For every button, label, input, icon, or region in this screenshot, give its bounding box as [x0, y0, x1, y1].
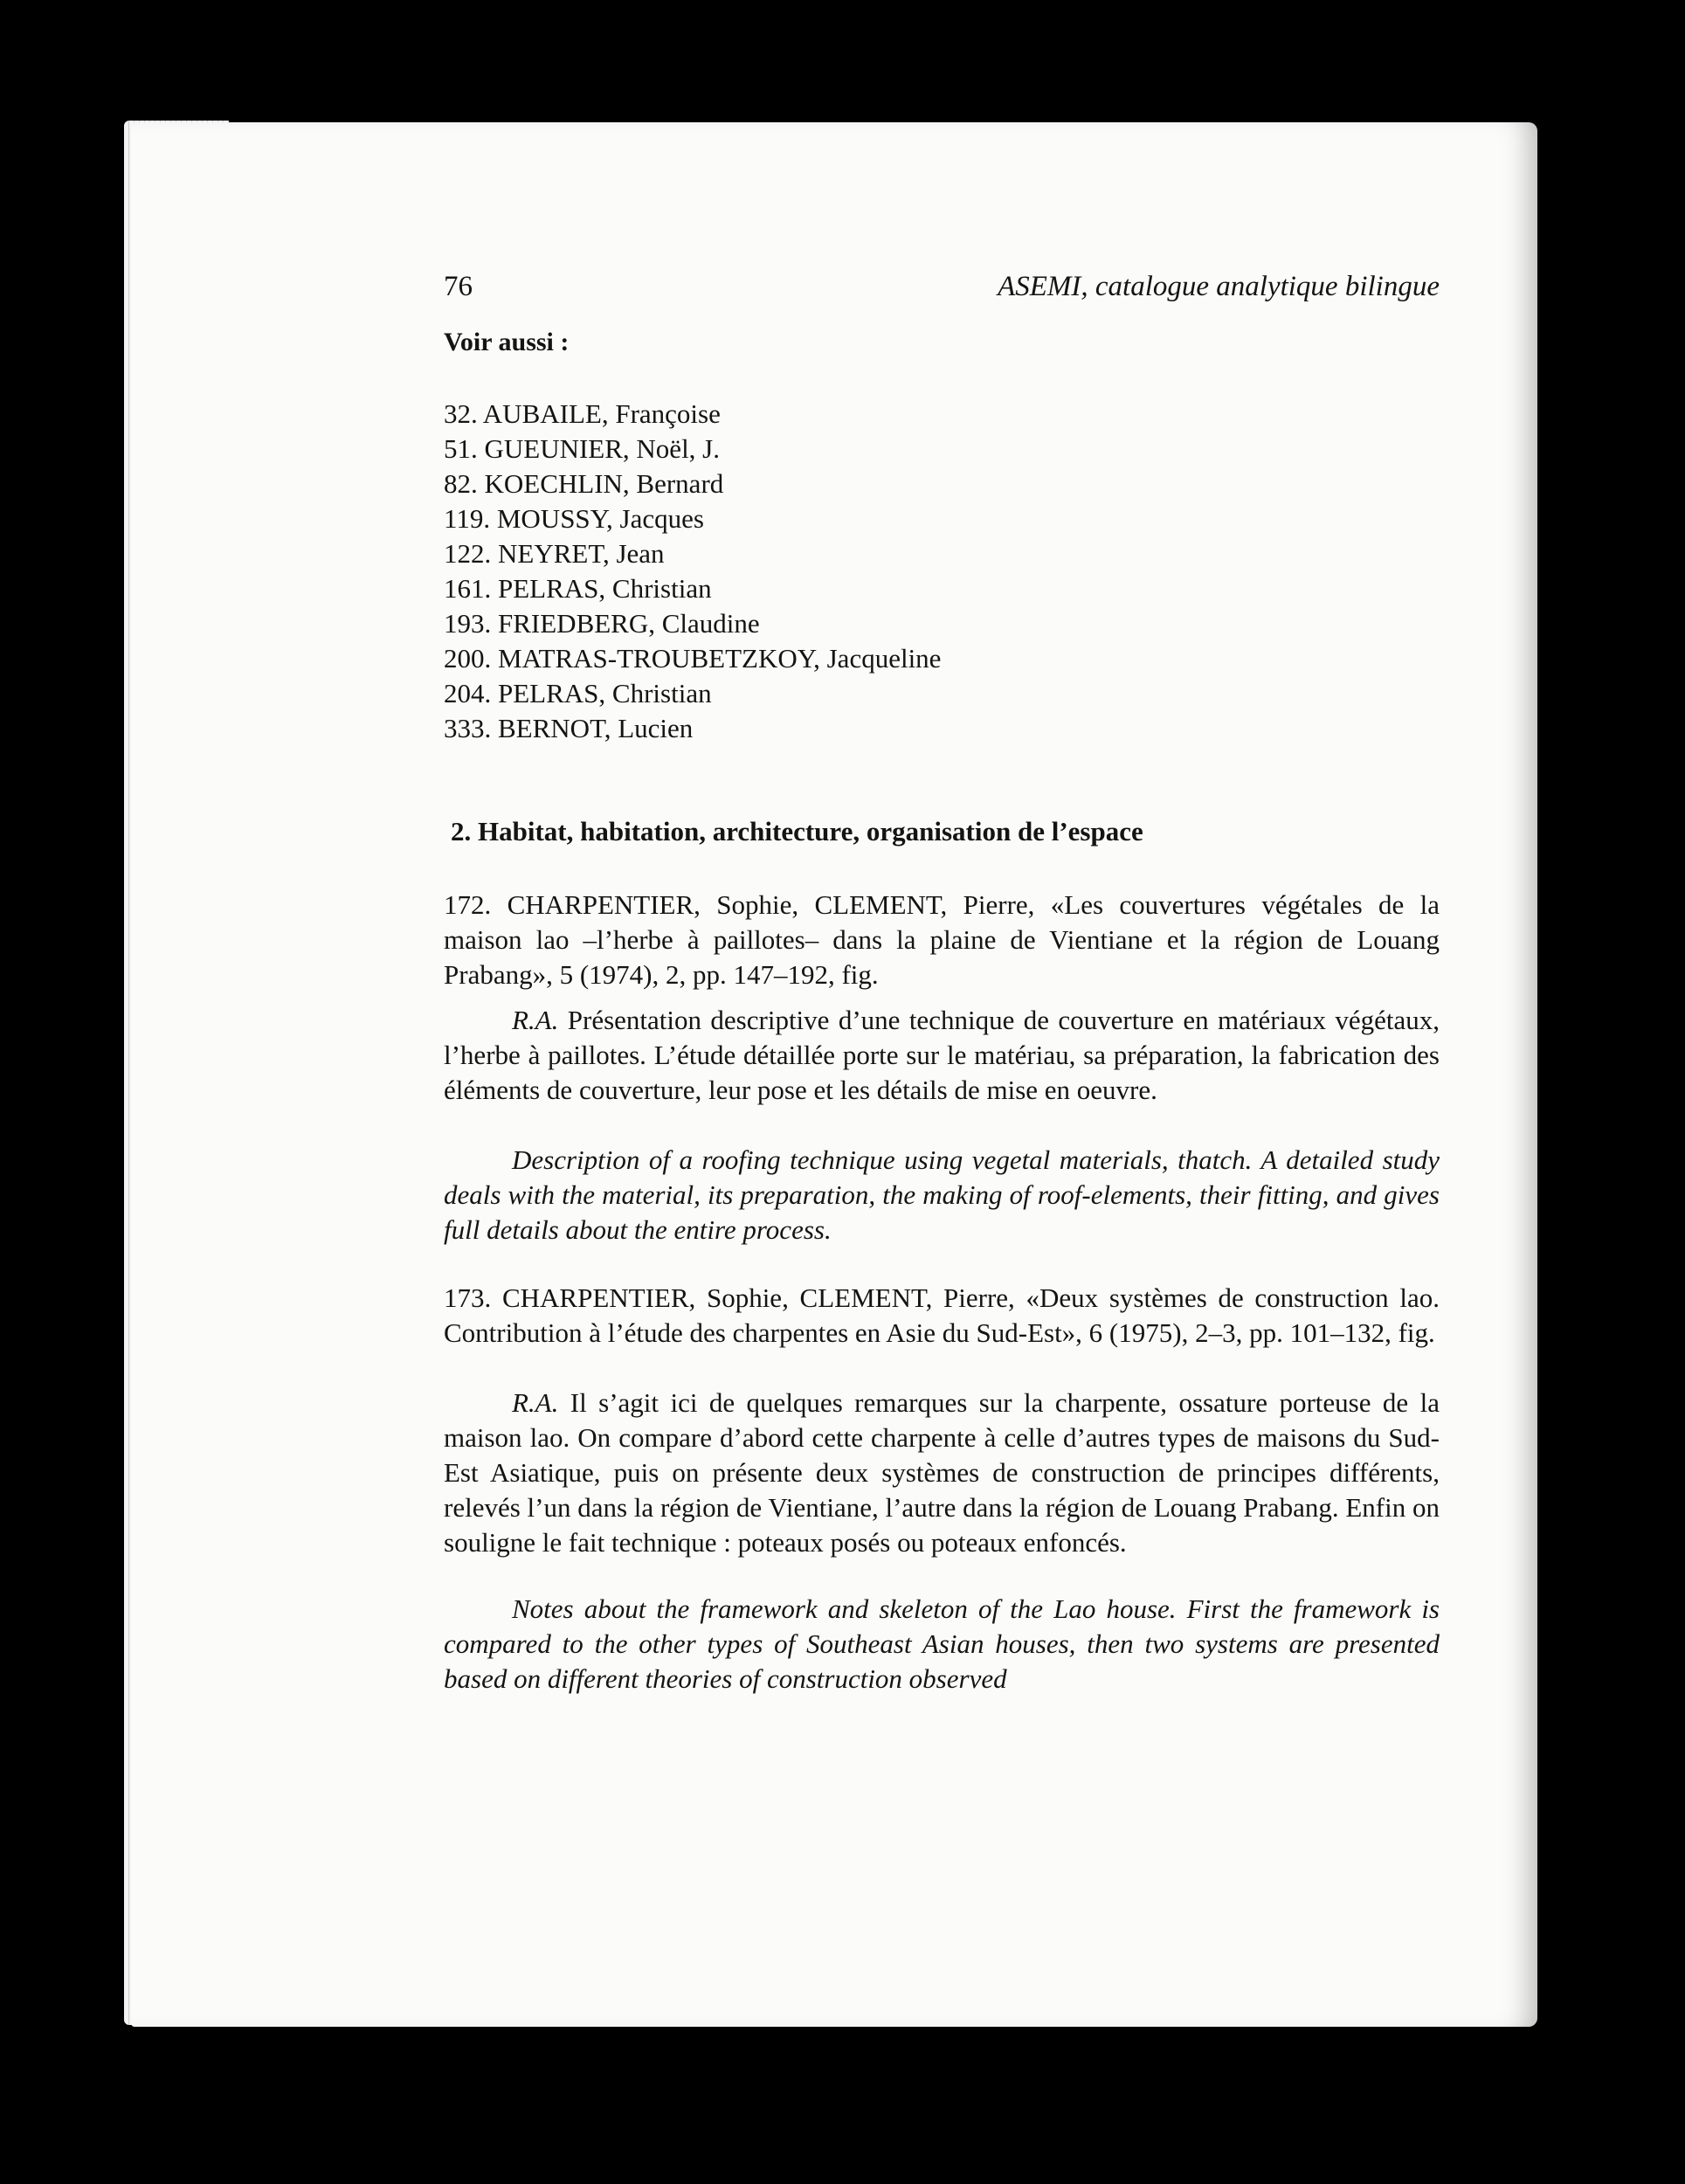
ra-text: Présentation descriptive d’une technique de couverture en matériaux végétaux, l’herbe à paillotes. L’étude détaillée porte sur le matériau, sa préparation, la fabrication des éléments de couverture, leur pose et les détails de mise en oeuvre. — [444, 1005, 1440, 1105]
ra-label: R.A. — [512, 1387, 559, 1418]
voir-aussi-heading: Voir aussi : — [444, 328, 570, 356]
page-content — [444, 271, 1440, 1697]
running-title: ASEMI, catalogue analytique bilingue — [998, 271, 1440, 302]
see-also-item: 161. PELRAS, Christian — [444, 573, 712, 604]
see-also-item: 51. GUEUNIER, Noël, J. — [444, 433, 720, 464]
entry-citation: 173. CHARPENTIER, Sophie, CLEMENT, Pierre, «Deux systèmes de construction lao. Contribution à l’étude des charpentes en Asie du Sud-Est», 6 (1975), 2–3, pp. 101–132, fig. — [444, 1282, 1440, 1348]
see-also-item: 119. MOUSSY, Jacques — [444, 503, 704, 534]
see-also-item: 82. KOECHLIN, Bernard — [444, 468, 724, 499]
see-also-item: 32. AUBAILE, Françoise — [444, 398, 721, 429]
see-also-item: 333. BERNOT, Lucien — [444, 713, 694, 743]
see-also-list — [444, 397, 1440, 746]
entry-resume-fr — [444, 1386, 1440, 1560]
entry-summary-en: Notes about the framework and skeleton of the Lao house. First the framework is compared to the other types of Southeast Asian houses, then two systems are presented based on different theories of construction observed — [444, 1593, 1440, 1694]
page-number: 76 — [444, 271, 473, 302]
ra-label: R.A. — [512, 1005, 559, 1035]
section-title: 2. Habitat, habitation, architecture, organisation de l’espace — [451, 816, 1143, 847]
entry-resume-fr — [444, 1003, 1440, 1108]
see-also-item: 204. PELRAS, Christian — [444, 678, 712, 708]
catalogue-entry-172 — [444, 888, 1440, 1248]
running-head — [444, 271, 1440, 316]
entry-summary-en: Description of a roofing technique using vegetal materials, thatch. A detailed study deals with the material, its preparation, the making of roof-elements, their fitting, and gives full details about the entire process. — [444, 1144, 1440, 1245]
see-also-item: 122. NEYRET, Jean — [444, 538, 665, 569]
book-page — [131, 122, 1537, 2027]
see-also-item: 193. FRIEDBERG, Claudine — [444, 608, 760, 639]
entry-citation: 172. CHARPENTIER, Sophie, CLEMENT, Pierre, «Les couvertures végétales de la maison lao –l’herbe à paillotes– dans la plaine de Vientiane et la région de Louang Prabang», 5 (1974), 2, pp. 147–192, fig. — [444, 889, 1440, 990]
see-also-item: 200. MATRAS-TROUBETZKOY, Jacqueline — [444, 643, 942, 674]
ra-text: Il s’agit ici de quelques remarques sur la charpente, ossature porteuse de la maison lao. On compare d’abord cette charpente à celle d’autres types de maisons du Sud-Est Asiatique, puis on présente deux systèmes de construction de principes différents, relevés l’un dans la région de Vientiane, l’autre dans la région de Louang Prabang. Enfin on souligne le fait technique : poteaux posés ou poteaux enfoncés. — [444, 1387, 1440, 1558]
catalogue-entry-173 — [444, 1281, 1440, 1697]
